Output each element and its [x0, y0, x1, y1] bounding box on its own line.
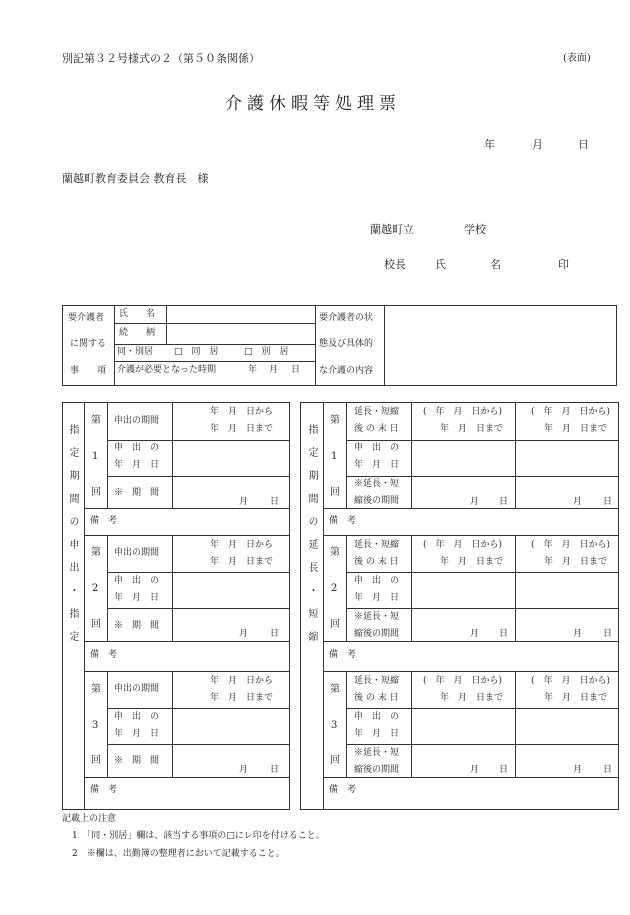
principal-label: 校長 [384, 258, 406, 271]
extension-r1-to-a: 年 月 日まで [440, 424, 504, 434]
designation-r2-dai: 第 [91, 547, 101, 558]
extension-r2-num: 2 [331, 583, 338, 594]
extension-r2-after-2: 縮後の期間 [354, 629, 400, 639]
designation-r2-period-label: 申出の期間 [114, 548, 160, 558]
care-state-label-3: な介護の内容 [319, 366, 374, 376]
principal-name-label-1: 氏 [435, 258, 446, 271]
care-subject-label-1: 要介護者 [68, 313, 105, 323]
extension-r3-after-2: 縮後の期間 [354, 765, 400, 775]
extension-r1-ext-1: 延長・短縮 [354, 407, 400, 417]
extension-r2-from-a: ( 年 月 日から) [423, 540, 503, 550]
cohabit-option-together[interactable]: □ 同 居 [174, 347, 219, 357]
name-field[interactable] [166, 323, 315, 324]
designation-r2-to: 年 月 日まで [210, 557, 274, 567]
designation-r3-month: 月 [239, 765, 249, 775]
extension-r2-month-b: 月 [573, 629, 583, 639]
designation-r1-from: 年 月 日から [210, 407, 274, 417]
extension-r1-day-b: 日 [603, 497, 613, 507]
school-suffix: 学校 [464, 223, 486, 236]
extension-r1-month-a: 月 [470, 497, 480, 507]
extension-r3-day-b: 日 [603, 765, 613, 775]
designation-r1-apply-2: 年 月 日 [114, 460, 160, 470]
designation-r1-kai: 回 [91, 487, 101, 498]
extension-r3-remarks: 備 考 [329, 785, 357, 795]
designation-r1-to: 年 月 日まで [210, 424, 274, 434]
designation-r2-kai: 回 [91, 619, 101, 630]
extension-r2-day-b: 日 [603, 629, 613, 639]
designation-r1-period-asterisk: ※ 期 間 [114, 488, 160, 498]
note-item-2: 2 ※欄は、出勤簿の整理者において記載すること。 [72, 849, 285, 859]
designation-r2-period-asterisk: ※ 期 間 [114, 621, 160, 631]
cohabit-label: 同・別居 [117, 347, 154, 357]
designation-r3-period-label: 申出の期間 [114, 684, 160, 694]
designation-r1-month: 月 [239, 497, 249, 507]
extension-r3-after-1: ※延長・短 [354, 748, 400, 758]
extension-r1-day-a: 日 [499, 497, 509, 507]
extension-r1-remarks: 備 考 [329, 516, 357, 526]
designation-r1-num: 1 [92, 451, 99, 462]
designation-r3-from: 年 月 日から [210, 676, 274, 686]
principal-name-label-2: 名 [490, 258, 501, 271]
extension-r3-from-a: ( 年 月 日から) [423, 676, 503, 686]
extension-r3-apply-2: 年 月 日 [354, 729, 400, 739]
extension-r1-apply-1: 申 出 の [354, 443, 400, 453]
cohabit-option-separate[interactable]: □ 別 居 [244, 347, 289, 357]
designation-r2-remarks: 備 考 [90, 650, 118, 660]
extension-r3-ext-1: 延長・短縮 [354, 676, 400, 686]
designation-r1-period-label: 申出の期間 [114, 416, 160, 426]
designation-r3-period-asterisk: ※ 期 間 [114, 756, 160, 766]
extension-r2-to-a: 年 月 日まで [440, 557, 504, 567]
designation-r3-apply-1: 申 出 の [114, 712, 160, 722]
extension-r2-day-a: 日 [499, 629, 509, 639]
care-state-label-1: 要介護者の状 [319, 313, 374, 323]
designation-r1-remarks: 備 考 [90, 516, 118, 526]
notes-title: 記載上の注意 [62, 814, 117, 824]
care-start-year: 年 [248, 365, 258, 375]
extension-r2-ext-1: 延長・短縮 [354, 540, 400, 550]
designation-r3-to: 年 月 日まで [210, 693, 274, 703]
extension-r1-month-b: 月 [573, 497, 583, 507]
designation-r3-num: 3 [92, 720, 99, 731]
extension-r1-from-b: ( 年 月 日から) [531, 407, 611, 417]
extension-r1-kai: 回 [330, 487, 340, 498]
extension-r2-to-b: 年 月 日まで [544, 557, 608, 567]
extension-r2-ext-2: 後 の 末 日 [354, 557, 399, 567]
extension-r3-kai: 回 [330, 755, 340, 766]
school-prefix: 蘭越町立 [370, 223, 414, 236]
page-title: 介護休暇等処理票 [225, 94, 401, 114]
designation-r1-dai: 第 [91, 415, 101, 426]
care-start-label: 介護が必要となった時期 [117, 365, 217, 375]
name-label: 氏 名 [119, 309, 156, 319]
extension-r2-apply-1: 申 出 の [354, 576, 400, 586]
extension-r1-apply-2: 年 月 日 [354, 460, 400, 470]
designation-r2-month: 月 [239, 629, 249, 639]
extension-r2-after-1: ※延長・短 [354, 612, 400, 622]
extension-r3-month-a: 月 [470, 765, 480, 775]
extension-r2-remarks: 備 考 [329, 650, 357, 660]
seal-label: 印 [558, 258, 569, 271]
extension-r3-ext-2: 後 の 末 日 [354, 693, 399, 703]
addressee: 蘭越町教育委員会 教育長 様 [62, 172, 209, 185]
side-label: (表面) [563, 53, 591, 64]
extension-r2-month-a: 月 [470, 629, 480, 639]
extension-r1-dai: 第 [330, 415, 340, 426]
date-month-label: 月 [532, 138, 543, 151]
designation-r2-from: 年 月 日から [210, 540, 274, 550]
designation-r2-num: 2 [92, 583, 99, 594]
relation-label: 続 柄 [119, 328, 156, 338]
care-subject-label-3: 事 項 [70, 366, 107, 376]
note-item-1: 1 「同・別居」欄は、該当する事項の□にレ印を付けること。 [72, 831, 325, 841]
designation-r3-dai: 第 [91, 684, 101, 695]
extension-r3-day-a: 日 [499, 765, 509, 775]
extension-vertical-title: 指定期間の延長・短縮 [306, 424, 317, 654]
designation-r3-apply-2: 年 月 日 [114, 729, 160, 739]
extension-r3-apply-1: 申 出 の [354, 712, 400, 722]
extension-r2-from-b: ( 年 月 日から) [531, 540, 611, 550]
extension-r3-from-b: ( 年 月 日から) [531, 676, 611, 686]
designation-vertical-title: 指定期間の申出・指定 [67, 424, 78, 654]
date-year-label: 年 [484, 138, 495, 151]
extension-r1-num: 1 [331, 451, 338, 462]
extension-r1-ext-2: 後 の 末 日 [354, 424, 399, 434]
extension-r2-apply-2: 年 月 日 [354, 593, 400, 603]
designation-r2-apply-1: 申 出 の [114, 576, 160, 586]
designation-r1-day: 日 [270, 497, 280, 507]
extension-r1-to-b: 年 月 日まで [544, 424, 608, 434]
designation-r3-remarks: 備 考 [90, 785, 118, 795]
care-start-month: 月 [269, 365, 279, 375]
care-state-label-2: 態及び具体的 [319, 339, 374, 349]
extension-r1-from-a: ( 年 月 日から) [423, 407, 503, 417]
extension-r3-to-a: 年 月 日まで [440, 693, 504, 703]
designation-r1-apply-1: 申 出 の [114, 443, 160, 453]
date-day-label: 日 [578, 138, 589, 151]
extension-r1-after-2: 縮後の期間 [354, 496, 400, 506]
designation-r3-day: 日 [270, 765, 280, 775]
designation-r2-day: 日 [270, 629, 280, 639]
extension-r2-kai: 回 [330, 619, 340, 630]
extension-r2-dai: 第 [330, 547, 340, 558]
care-subject-label-2: に関する [70, 339, 107, 349]
designation-r2-apply-2: 年 月 日 [114, 593, 160, 603]
care-start-day: 日 [291, 365, 301, 375]
extension-r3-num: 3 [331, 720, 338, 731]
extension-r1-after-1: ※延長・短 [354, 479, 400, 489]
extension-r3-month-b: 月 [573, 765, 583, 775]
extension-r3-to-b: 年 月 日まで [544, 693, 608, 703]
designation-r3-kai: 回 [91, 755, 101, 766]
form-number: 別記第３２号様式の２（第５０条関係） [62, 52, 260, 65]
extension-r3-dai: 第 [330, 684, 340, 695]
